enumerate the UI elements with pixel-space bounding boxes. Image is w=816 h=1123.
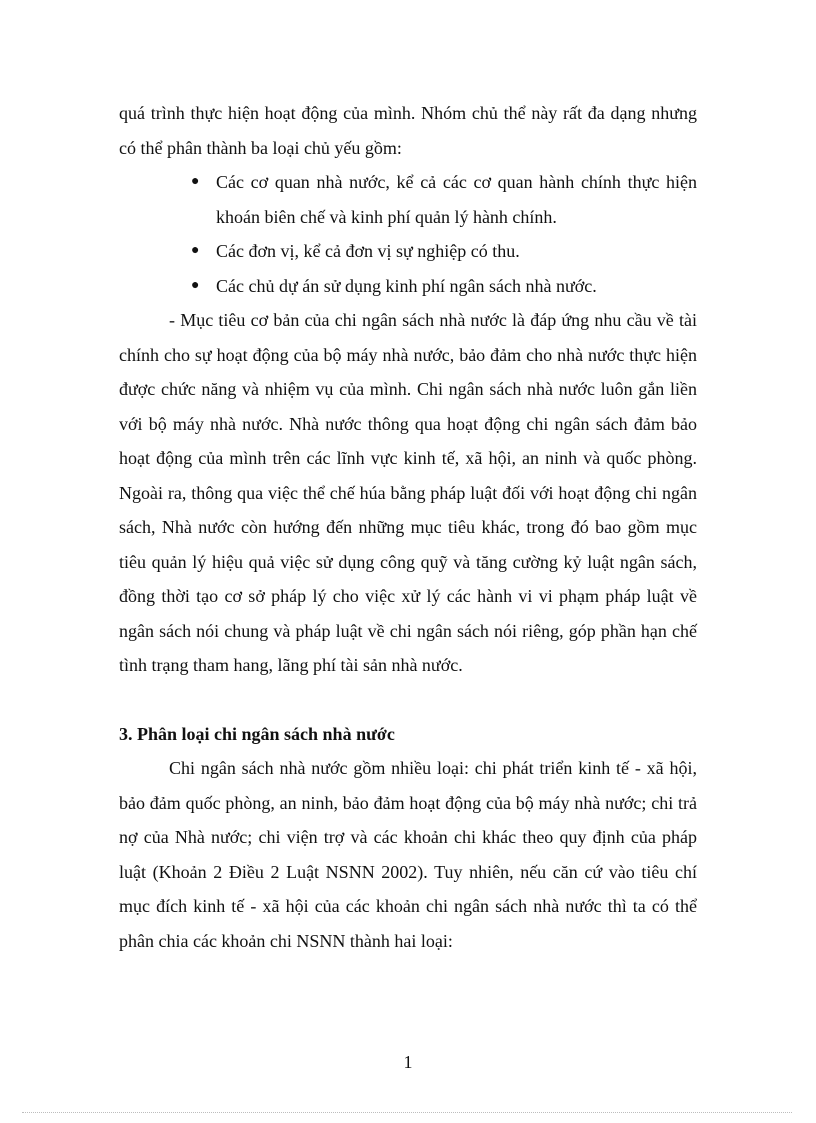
paragraph-classification: Chi ngân sách nhà nước gồm nhiều loại: chi phát triển kinh tế - xã hội, bảo đảm quốc phòng, an ninh, bảo đảm hoạt động của bộ máy nhà nước; chi trả nợ của Nhà nước; chi viện trợ và các khoản chi khác theo quy định của pháp luật (Khoản 2 Điều 2 Luật NSNN 2002). Tuy nhiên, nếu căn cứ vào tiêu chí mục đích kinh tế - xã hội của các khoản chi ngân sách nhà nước thì ta có thể phân chia các khoản chi NSNN thành hai loại: — [119, 758, 697, 951]
bullet-text: Các cơ quan nhà nước, kể cả các cơ quan hành chính thực hiện khoán biên chế và kinh phí quản lý hành chính. — [216, 172, 697, 227]
paragraph-objective: - Mục tiêu cơ bản của chi ngân sách nhà nước là đáp ứng nhu cầu về tài chính cho sự hoạt động của bộ máy nhà nước, bảo đảm cho nhà nước thực hiện được chức năng và nhiệm vụ của mình. Chi ngân sách nhà nước luôn gắn liền với bộ máy nhà nước. Nhà nước thông qua hoạt động chi ngân sách đảm bảo hoạt động của mình trên các lĩnh vực kinh tế, xã hội, an ninh và quốc phòng. Ngoài ra, thông qua việc thể chế húa bằng pháp luật đối với hoạt động chi ngân sách, Nhà nước còn hướng đến những mục tiêu khác, trong đó bao gồm mục tiêu quản lý hiệu quả việc sử dụng công quỹ và tăng cường kỷ luật ngân sách, đồng thời tạo cơ sở pháp lý cho việc xử lý các hành vi vi phạm pháp luật về ngân sách nói chung và pháp luật về chi ngân sách nói riêng, góp phần hạn chế tình trạng tham hang, lãng phí tài sản nhà nước. — [119, 310, 697, 675]
document-body — [119, 96, 697, 958]
page-number: 1 — [403, 1052, 413, 1072]
footer-divider — [22, 1112, 792, 1113]
paragraph-intro: quá trình thực hiện hoạt động của mình. Nhóm chủ thể này rất đa dạng nhưng có thể phân thành ba loại chủ yếu gồm: — [119, 103, 697, 158]
bullet-item — [119, 269, 697, 304]
bullet-dot-icon: ● — [191, 174, 200, 189]
bullet-text: Các chủ dự án sử dụng kinh phí ngân sách nhà nước. — [216, 275, 597, 296]
bullet-dot-icon: ● — [191, 243, 200, 258]
section-heading: 3. Phân loại chi ngân sách nhà nước — [119, 723, 395, 744]
bullet-text: Các đơn vị, kể cả đơn vị sự nghiệp có thu. — [216, 241, 520, 261]
section-spacer — [119, 683, 697, 717]
bullet-item — [119, 165, 697, 234]
bullet-dot-icon: ● — [191, 277, 200, 293]
bullet-item — [119, 234, 697, 269]
bullet-list — [119, 165, 697, 303]
